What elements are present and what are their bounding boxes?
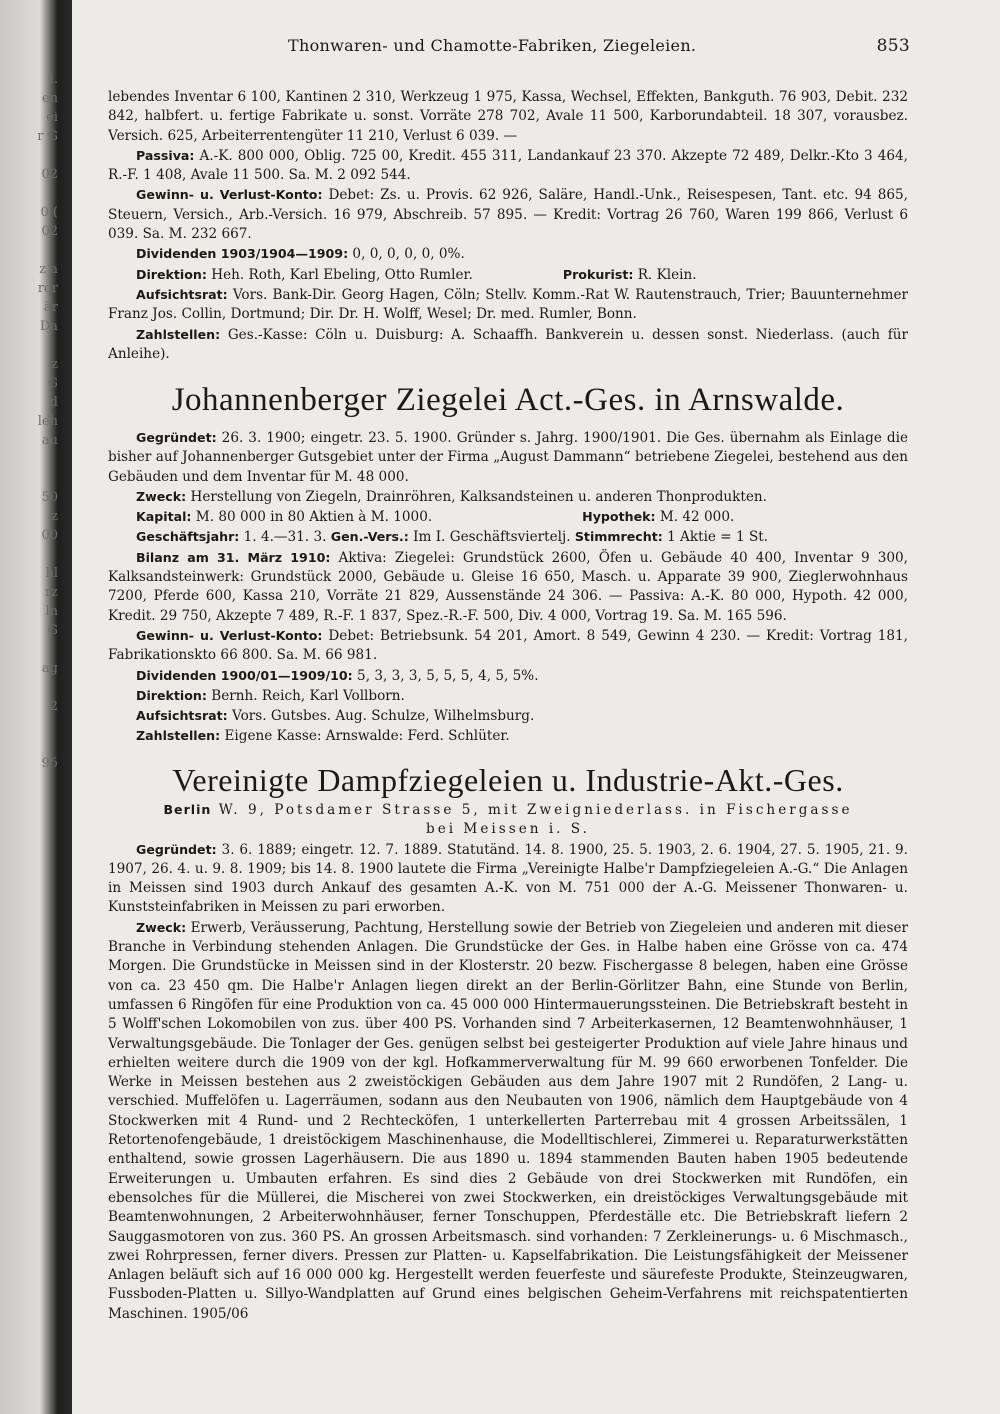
gutter-fragment (0, 716, 58, 735)
gutter-fragment: G (47, 376, 58, 391)
aufsichtsrat-paragraph (108, 285, 908, 325)
s2-zahlstellen (108, 726, 908, 746)
s2-zweck (108, 487, 908, 507)
gutter-fragment: 02 (41, 224, 58, 239)
s2-gv-label: Gen.-Vers.: (330, 529, 409, 545)
dividends-text: 0, 0, 0, 0, 0, 0%. (348, 246, 465, 263)
gutter-fragment (0, 146, 58, 165)
passiva-label: Passiva: (136, 147, 195, 163)
s2-zs-label: Zahlstellen: (136, 728, 221, 744)
passiva-text: A.-K. 800 000, Oblig. 725 00, Kredit. 455 311, Landankauf 23 370. Akzepte 72 489, Delkr.-Kto 3 464, R.-F. 1 408, Avale 11 500. Sa. M. 2 092 544. (108, 147, 908, 184)
s2-guv-text: Debet: Betriebsunk. 54 201, Amort. 8 549, Gewinn 4 230. — Kredit: Vortrag 181, Fabrikationskto 66 800. Sa. M. 66 981. (108, 627, 908, 664)
guv-text: Debet: Zs. u. Provis. 62 926, Saläre, Handl.-Unk., Reisespesen, Tant. etc. 94 865, Steuern, Versich., Arb.-Versich. 16 979, Abschreib. 57 895. — Kredit: Vortrag 26 760, Waren 199 866, Verlust 6 039. Sa. M. 232 667. (108, 187, 908, 243)
gutter-fragment (0, 184, 58, 203)
s2-kapital (108, 507, 908, 527)
s2-hypothek-label: Hypothek: (582, 509, 656, 525)
s2-bilanz (108, 548, 908, 626)
dividends-label: Dividenden 1903/1904—1909: (136, 246, 349, 262)
s2-stimm-text: 1 Aktie = 1 St. (662, 529, 769, 546)
direktion-paragraph (108, 265, 908, 285)
gutter-fragment: r G (37, 129, 58, 144)
section-1-continuation (108, 88, 908, 364)
s2-kapital-label: Kapital: (136, 509, 192, 525)
aufsichtsrat-label: Aufsichtsrat: (136, 286, 228, 302)
section-2-title: Johannenberger Ziegelei Act.-Ges. in Arnswalde. (171, 382, 845, 418)
aktiva-continuation: lebendes Inventar 6 100, Kantinen 2 310, Werkzeug 1 975, Kassa, Wechsel, Effekten, Bankguth. 76 903, Debit. 232 842, halbfert. u. fertige Fabrikate u. sonst. Vorräte 278 702, Avale 11 500, Karborundabteil. 18 307, vorausbez. Versich. 625, Arbeiterrentengüter 11 210, Verlust 6 039. — (108, 89, 908, 144)
gutter-fragment: är (44, 300, 58, 315)
s2-zweck-label: Zweck: (136, 488, 187, 504)
section-3-title: Vereinigte Dampfziegeleien u. Industrie-Akt.-Ges. (172, 762, 844, 798)
s2-aufsichtsrat (108, 706, 908, 726)
s2-zs-text: Eigene Kasse: Arnswalde: Ferd. Schlüter. (220, 728, 510, 745)
gutter-fragment: ei (46, 110, 58, 125)
direktion-text: Heh. Roth, Karl Ebeling, Otto Rumler. (206, 266, 473, 283)
gutter-fragment: l. (49, 72, 58, 87)
s2-bilanz-label: Bilanz am 31. März 1910: (136, 549, 331, 565)
gutter-fragment: au (41, 433, 58, 448)
s2-dividenden (108, 666, 908, 686)
running-header (120, 36, 910, 60)
s2-gj-text: 1. 4.—31. 3. (239, 529, 327, 546)
zahlstellen-paragraph (108, 325, 908, 365)
gutter-fragment: 95 (41, 756, 58, 771)
section-3-body (108, 800, 908, 1324)
s2-direktion (108, 686, 908, 706)
gutter-fragment: z (51, 509, 58, 524)
gutter-fragment (0, 545, 58, 564)
s2-gv-text: Im I. Geschäftsviertelj. (408, 529, 571, 546)
gutter-fragment: 0 ( (40, 205, 58, 220)
zahlstellen-label: Zahlstellen: (136, 326, 221, 342)
gutter-fragment: ror (37, 281, 58, 296)
gutter-fragment: ln (45, 604, 58, 619)
s2-ar-text: Vors. Gutsbes. Aug. Schulze, Wilhelmsburg. (227, 708, 535, 725)
s3-zweck (108, 918, 908, 1324)
s2-stimm-label: Stimmrecht: (574, 529, 663, 545)
gutter-fragment: 02 (41, 167, 58, 182)
s2-dir-text: Bernh. Reich, Karl Vollborn. (206, 687, 405, 704)
gutter-fragment: Da (39, 319, 58, 334)
s3-address-line-1 (108, 800, 908, 820)
gutter-fragment: 00 (41, 528, 58, 543)
s2-dir-label: Direktion: (136, 687, 207, 703)
direktion-label: Direktion: (136, 266, 207, 282)
gutter-fragment: rz (44, 585, 58, 600)
gutter-fragment (0, 450, 58, 469)
s3-gegruendet-label: Gegründet: (136, 841, 217, 857)
gutter-fragment: ag (41, 661, 58, 676)
gutter-fragment (0, 678, 58, 697)
gutter-fragment (0, 640, 58, 659)
s3-address-line-2: bei Meissen i. S. (426, 821, 590, 838)
s2-div-text: 5, 3, 3, 3, 5, 5, 5, 4, 5, 5%. (352, 667, 539, 684)
gutter-fragment: hl (45, 566, 58, 581)
gutter-fragment (0, 336, 58, 355)
running-title: Thonwaren- und Chamotte-Fabriken, Ziegeleien. (288, 36, 697, 55)
s3-zweck-text: Erwerb, Veräusserung, Pachtung, Herstellung sowie der Betrieb von Ziegeleien und anderen mit dieser Branche in Verbindung stehenden Anlagen. Die Grundstücke der Ges. in Halbe haben eine Grösse von ca. 474 Morgen. Die Grundstücke in Meissen sind in der Klosterstr. 20 bezw. Fischergasse 8 belegen, haben eine Grösse von ca. 23 450 qm. Die Halbe'r Anlagen liegen direkt an der Berlin-Görlitzer Bahn, eine Stunde von Berlin, umfassen 6 Ringöfen für eine Produktion von ca. 45 000 000 Hintermauerungssteinen. Die Betriebskraft besteht in 5 Wolff'schen Lokomobilen von zus. über 400 PS. Vorhanden sind 7 Arbeiterkasernen, 12 Beamtenwohnhäuser, 1 Verwaltungsgebäude. Die Tonlager der Ges. genügen selbst bei gesteigerter Produktion auf viele Jahre hinaus und erhielten weitere durch die 1909 von der kgl. Hofkammerverwaltung für M. 99 660 erworbenen Tonfelder. Die Werke in Meissen bestehen aus 2 zweistöckigen Gebäuden aus dem Jahre 1907 mit 2 Rundöfen, 2 Lang- u. verschied. Muffelöfen u. Lagerräumen, sodann aus den Neubauten von 1906, nämlich dem Hauptgebäude von 4 Stockwerken mit 4 Rund- und 2 Rechtecköfen, 1 unterkellerten Parterrebau mit 4 grossen Arbeitssälen, 1 Retortenofengebäude, 1 dreistöckigem Maschinenhause, die Modelltischlerei, Zimmerei u. Reparaturwerkstätten enthaltend, sowie grossen Lagerhäusern. Die aus 1890 u. 1894 stammenden Bauten haben 1905 bedeutende Erweiterungen u. Umbauten erfahren. Es sind dies 2 Gebäude von drei Stockwerken mit Rundöfen, ein ebensolches für die Müllerei, die Mischerei von zwei Stockwerken, ein dreistöckiges Verwaltungsgebäude mit Beamtenwohnungen, 2 Arbeiterwohnhäuser, ferner Tonschuppen, Pferdeställe etc. Die Betriebskraft liefern 2 Sauggasmotoren von zus. 360 PS. An grossen Arbeitsmasch. sind vorhanden: 7 Zerkleinerungs- u. 6 Mischmasch., zwei Rohrpressen, ferner divers. Pressen zur Platten- u. Kapselfabrikation. Die Leistungsfähigkeit der Meissener Anlagen beläuft sich auf 16 000 000 kg. Hergestellt werden feuerfeste und säurefeste Produkte, Steinzeugwaren, Fussboden-Platten u. Sillyo-Wandplatten auf Grund eines belgischen Geheim-Verfahrens mit reichspatentierten Maschinen. 1905/06 (108, 919, 908, 1322)
s2-geschaeftsjahr (108, 527, 908, 547)
guv-paragraph (108, 185, 908, 244)
gutter-fragment: 2 (49, 699, 58, 714)
s2-ar-label: Aufsichtsrat: (136, 708, 228, 724)
gutter-fragment (0, 735, 58, 754)
s3-address: W. 9, Potsdamer Strasse 5, mit Zweigniederlass. in Fischergasse (211, 802, 853, 818)
gutter-fragment: z a (39, 262, 58, 277)
s2-kapital-text: M. 80 000 in 80 Aktien à M. 1000. (191, 509, 433, 526)
s3-gegruendet (108, 840, 908, 918)
prokurist-label: Prokurist: (562, 266, 634, 282)
zahlstellen-text: Ges.-Kasse: Cöln u. Duisburg: A. Schaaffh. Bankverein u. dessen sonst. Niederlass. (auch für Anleihe). (108, 326, 908, 362)
s2-guv (108, 626, 908, 666)
s2-bilanz-text: Aktiva: Ziegelei: Grundstück 2600, Öfen u. Gebäude 40 400, Inventar 9 300, Kalksandsteinwerk: Grundstück 2000, Gebäude u. Gleise 16 650, Masch. u. Apparate 39 900, Zieglerwohnhaus 7200, Pferde 600, Kassa 210, Vorräte 21 829, Aussenstände 24 306. — Passiva: A.-K. 80 000, Hypoth. 42 000, Kredit. 29 750, Akzepte 7 489, R.-F. 1 837, Spez.-R.-F. 500, Div. 4 000, Vortrag 19. Sa. M. 165 596. (108, 549, 908, 624)
guv-label: Gewinn- u. Verlust-Konto: (136, 187, 323, 203)
gutter-fragment: leh (37, 414, 58, 429)
s2-guv-label: Gewinn- u. Verlust-Konto: (136, 627, 323, 643)
prokurist-text: R. Klein. (633, 266, 697, 283)
gutter-fragment (0, 241, 58, 260)
s2-div-label: Dividenden 1900/01—1909/10: (136, 667, 353, 683)
s2-hypothek-text: M. 42 000. (655, 509, 735, 526)
gutter-fragment: z (51, 357, 58, 372)
s2-gj-label: Geschäftsjahr: (136, 529, 240, 545)
section-2-body (108, 428, 908, 747)
gutter-fragment: d (49, 395, 58, 410)
aufsichtsrat-text: Vors. Bank-Dir. Georg Hagen, Cöln; Stellv. Komm.-Rat W. Rautenstrauch, Trier; Bauunternehmer Franz Jos. Collin, Dortmund; Dir. Dr. H. Wolff, Wesel; Dr. med. Rumler, Bonn. (108, 286, 908, 323)
s3-city: Berlin (163, 802, 212, 817)
passiva-paragraph (108, 146, 908, 186)
s2-zweck-text: Herstellung von Ziegeln, Drainröhren, Kalksandsteinen u. anderen Thonprodukten. (186, 488, 768, 505)
s2-gegruendet-text: 26. 3. 1900; eingetr. 23. 5. 1900. Gründer s. Jahrg. 1900/1901. Die Ges. übernahm als Einlage die bisher auf Johannenberger Gutsgebiet unter der Firma „August Dammann“ betriebene Ziegelei, bestehend aus den Gebäuden und dem Inventar für M. 48 000. (108, 430, 908, 485)
s2-gegruendet-label: Gegründet: (136, 430, 217, 445)
facing-page-fragments (0, 70, 58, 790)
gutter-fragment: G (47, 623, 58, 638)
s3-zweck-label: Zweck: (136, 919, 187, 935)
dividends-paragraph (108, 244, 908, 264)
page-number: 853 (876, 36, 910, 56)
gutter-fragment: 50 (41, 490, 58, 505)
gutter-fragment (0, 469, 58, 488)
gutter-fragment: en (41, 91, 58, 106)
s2-gegruendet (108, 428, 908, 487)
s3-gegruendet-text: 3. 6. 1889; eingetr. 12. 7. 1889. Statutänd. 14. 8. 1900, 25. 5. 1903, 2. 6. 1904, 27. 5. 1905, 21. 9. 1907, 26. 4. u. 9. 8. 1909; bis 14. 8. 1900 lautete die Firma „Vereinigte Halbe'r Dampfziegeleien A.-G.“ Die Anlagen in Meissen sind 1903 durch Ankauf des gesamten A.-K. von M. 751 000 der A.-G. Meissener Thonwaren- u. Kunststeinfabriken in Meissen zu pari erworben. (108, 841, 908, 916)
